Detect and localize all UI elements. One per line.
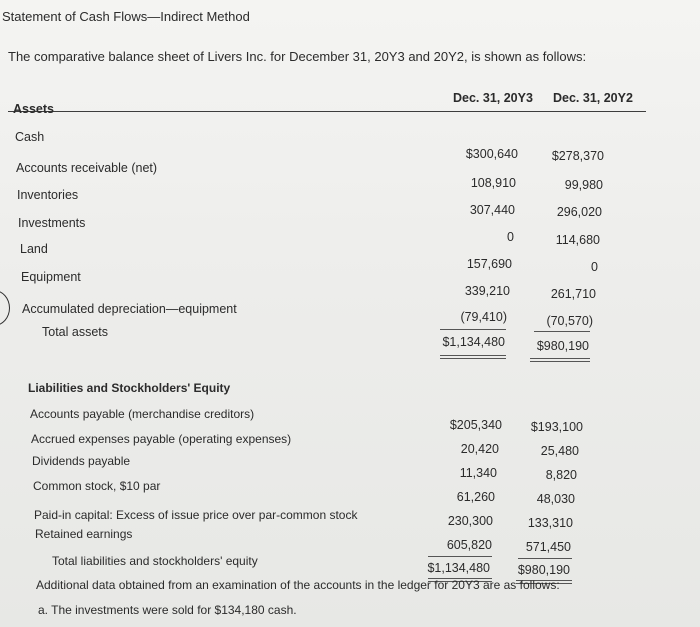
value-retained-earnings-20y2: 571,450 — [525, 540, 571, 554]
value-retained-earnings-20y3: 605,820 — [446, 538, 492, 552]
value-land-20y3: 157,690 — [466, 257, 512, 271]
value-total-liab-equity-20y3: $1,134,480 — [427, 561, 490, 575]
value-inventories-20y2: 296,020 — [556, 205, 602, 219]
value-common-stock-20y2: 48,030 — [536, 492, 575, 506]
total-rule-20y3 — [440, 355, 506, 359]
label-equipment: Equipment — [21, 270, 81, 284]
assets-heading: Assets — [13, 102, 54, 116]
header-rule — [8, 111, 646, 112]
value-equipment-20y3: 339,210 — [464, 284, 510, 298]
additional-data-item-a: a. The investments were sold for $134,180 cash. — [38, 603, 297, 617]
value-ap-20y3: $205,340 — [449, 418, 502, 432]
additional-data-intro: Additional data obtained from an examination of the accounts in the ledger for 20Y3 are as follows: — [36, 578, 560, 592]
value-paid-in-20y3: 230,300 — [447, 514, 493, 528]
label-cash: Cash — [15, 130, 45, 144]
value-acc-dep-20y3: (79,410) — [460, 310, 507, 324]
value-land-20y2: 0 — [591, 260, 598, 274]
label-inventories: Inventories — [17, 188, 79, 202]
value-ar-20y3: 108,910 — [470, 176, 516, 190]
value-accrued-20y3: 20,420 — [460, 442, 499, 456]
value-dividends-20y2: 8,820 — [545, 468, 577, 482]
subtotal-rule-20y3 — [440, 329, 506, 330]
label-total-assets: Total assets — [42, 325, 109, 339]
label-land: Land — [20, 242, 48, 256]
label-dividends-payable: Dividends payable — [32, 454, 131, 468]
value-total-liab-equity-20y2: $980,190 — [517, 563, 570, 577]
column-header-20y3: Dec. 31, 20Y3 — [453, 91, 533, 105]
liabilities-heading: Liabilities and Stockholders' Equity — [28, 381, 231, 395]
column-header-20y2: Dec. 31, 20Y2 — [553, 91, 633, 105]
bracket-mark — [0, 290, 10, 326]
total-rule-20y2 — [530, 358, 590, 362]
liab-subtotal-rule-20y3 — [428, 556, 492, 557]
value-inventories-20y3: 307,440 — [469, 203, 515, 217]
label-accumulated-depreciation: Accumulated depreciation—equipment — [22, 302, 237, 316]
intro-text: The comparative balance sheet of Livers Inc. for December 31, 20Y3 and 20Y2, is shown as follows: — [8, 49, 587, 64]
label-accounts-payable: Accounts payable (merchandise creditors) — [30, 407, 255, 421]
value-dividends-20y3: 11,340 — [459, 466, 497, 480]
liab-subtotal-rule-20y2 — [518, 558, 572, 559]
value-cash-20y3: $300,640 — [465, 147, 518, 161]
label-retained-earnings: Retained earnings — [35, 527, 133, 541]
value-equipment-20y2: 261,710 — [550, 287, 596, 301]
value-investments-20y2: 114,680 — [555, 233, 600, 247]
page-heading: Statement of Cash Flows—Indirect Method — [2, 9, 250, 24]
value-acc-dep-20y2: (70,570) — [546, 314, 593, 328]
label-paid-in-capital: Paid-in capital: Excess of issue price over par-common stock — [34, 508, 358, 522]
value-total-assets-20y2: $980,190 — [536, 339, 589, 353]
value-ap-20y2: $193,100 — [530, 420, 583, 434]
value-total-assets-20y3: $1,134,480 — [442, 335, 505, 349]
label-common-stock: Common stock, $10 par — [33, 479, 161, 493]
value-common-stock-20y3: 61,260 — [456, 490, 495, 504]
value-ar-20y2: 99,980 — [564, 178, 603, 192]
label-total-liabilities-equity: Total liabilities and stockholders' equity — [52, 554, 258, 568]
value-cash-20y2: $278,370 — [551, 149, 604, 163]
label-accrued-expenses: Accrued expenses payable (operating expenses) — [31, 432, 292, 446]
value-paid-in-20y2: 133,310 — [527, 516, 573, 530]
value-investments-20y3: 0 — [507, 230, 514, 244]
value-accrued-20y2: 25,480 — [540, 444, 579, 458]
label-investments: Investments — [18, 216, 86, 230]
subtotal-rule-20y2 — [534, 331, 590, 332]
label-accounts-receivable: Accounts receivable (net) — [16, 161, 158, 175]
